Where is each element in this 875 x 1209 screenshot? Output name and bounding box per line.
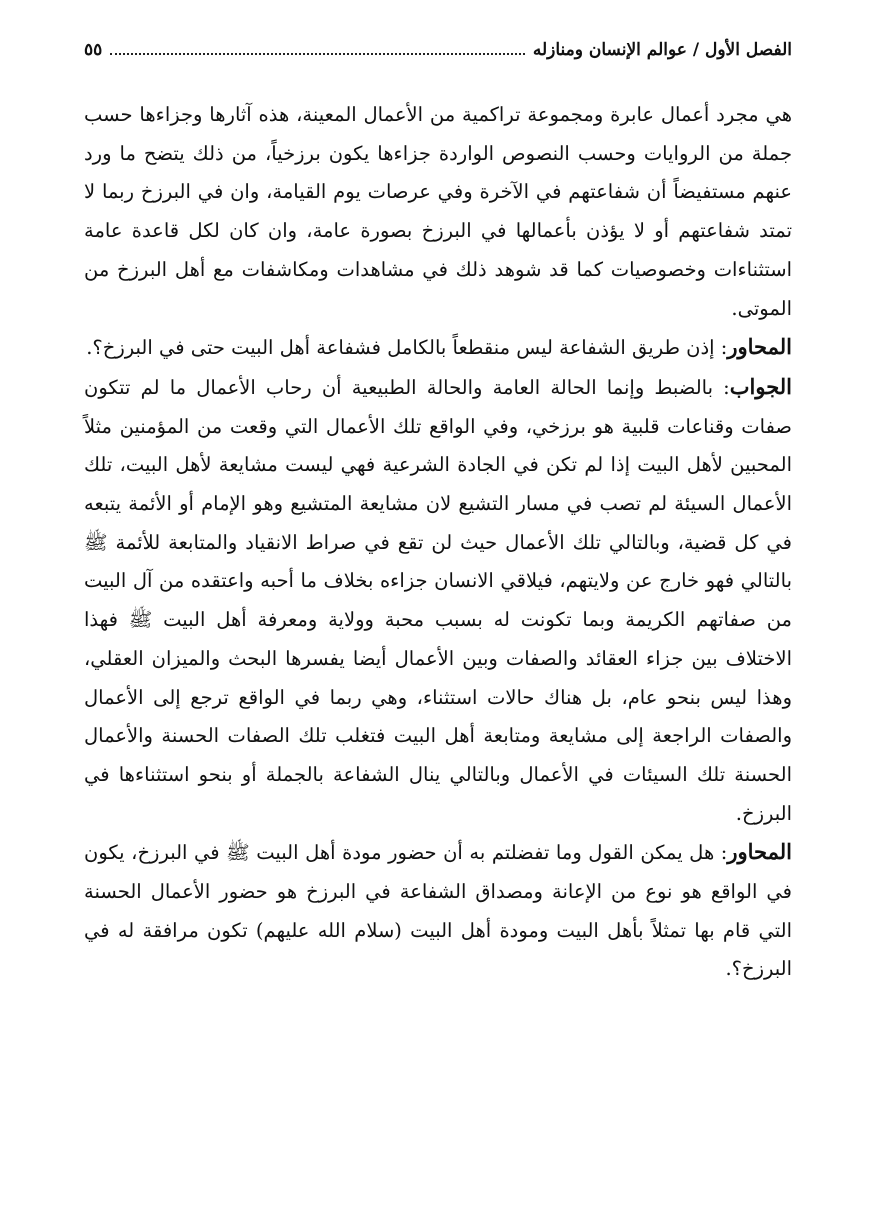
paragraph-text: : بالضبط وإنما الحالة العامة والحالة الطبيعية أن رحاب الأعمال ما لم تتكون صفات وقناعات قلبية هو برزخي، وفي الواقع تلك الأعمال التي وقعت من المؤمنين مثلاً المحبين لأهل البيت إذا لم تكن في الجادة الشرعية فهي ليست مشايعة لأهل البيت، تلك الأعمال السيئة لم تصب في مسار التشيع لان مشايعة المتشيع وهو الإمام أو الأئمة يتبعه في كل قضية، وبالتالي تلك الأعمال حيث لن تقع في صراط الانقياد والمتابعة للأئمة ﷺ بالتالي فهو خارج عن ولايتهم، فيلاقي الانسان جزاءه بخلاف ما أحبه واعتقده من آل البيت من صفاتهم الكريمة وبما تكونت له بسبب محبة وولاية ومعرفة أهل البيت ﷺ فهذا الاختلاف بين جزاء العقائد والصفات وبين الأعمال أيضا يفسرها البحث والميزان العقلي، وهذا ليس بنحو عام، بل هناك حالات استثناء، وهي ربما في الواقع ترجع إلى الأعمال والصفات الراجعة إلى مشايعة ومتابعة أهل البيت فتغلب تلك الصفات الحسنة والأعمال الحسنة تلك السيئات في الأعمال وبالتالي ينال الشفاعة بالجملة أو بنحو استثناءها في البرزخ. — [84, 375, 792, 825]
paragraph-text: : هل يمكن القول وما تفضلتم به أن حضور مودة أهل البيت ﷺ في البرزخ، يكون في الواقع هو نوع من الإعانة ومصداق الشفاعة في البرزخ هو حضور الأعمال الحسنة التي قام بها تمثلاً بأهل البيت ومودة أهل البيت (سلام الله عليهم) تكون مرافقة له في البرزخ؟. — [84, 841, 792, 981]
leader-dots — [110, 53, 525, 55]
book-page — [84, 0, 792, 1209]
page-number: ٥٥ — [84, 40, 103, 60]
speaker-label: المحاور — [727, 334, 792, 360]
speaker-label: المحاور — [727, 839, 792, 865]
chapter-title: الفصل الأول / عوالم الإنسان ومنازله — [532, 40, 792, 60]
running-header — [84, 30, 792, 70]
paragraph-text: : إذن طريق الشفاعة ليس منقطعاً بالكامل فشفاعة أهل البيت حتى في البرزخ؟. — [86, 336, 728, 360]
paragraph-text: هي مجرد أعمال عابرة ومجموعة تراكمية من الأعمال المعينة، هذه آثارها وجزاءها حسب جملة من الروايات وحسب النصوص الواردة جزاءها يكون برزخياً، من ذلك يتضح ما ورد عنهم مستفيضاً أن شفاعتهم في الآخرة وفي عرصات يوم القيامة، وان في البرزخ ربما لا تمتد شفاعتهم أو لا يؤذن بأعمالها في البرزخ بصورة عامة، وان كان لكل قاعدة عامة استثناءات وخصوصيات كما قد شوهد ذلك في مشاهدات ومكاشفات مع أهل البرزخ من الموتى. — [84, 103, 792, 320]
paragraph-1 — [84, 96, 792, 328]
speaker-label: الجواب — [729, 373, 792, 399]
paragraph-3 — [84, 368, 792, 833]
body-text — [84, 96, 792, 989]
paragraph-4 — [84, 833, 792, 989]
paragraph-2 — [84, 328, 792, 368]
